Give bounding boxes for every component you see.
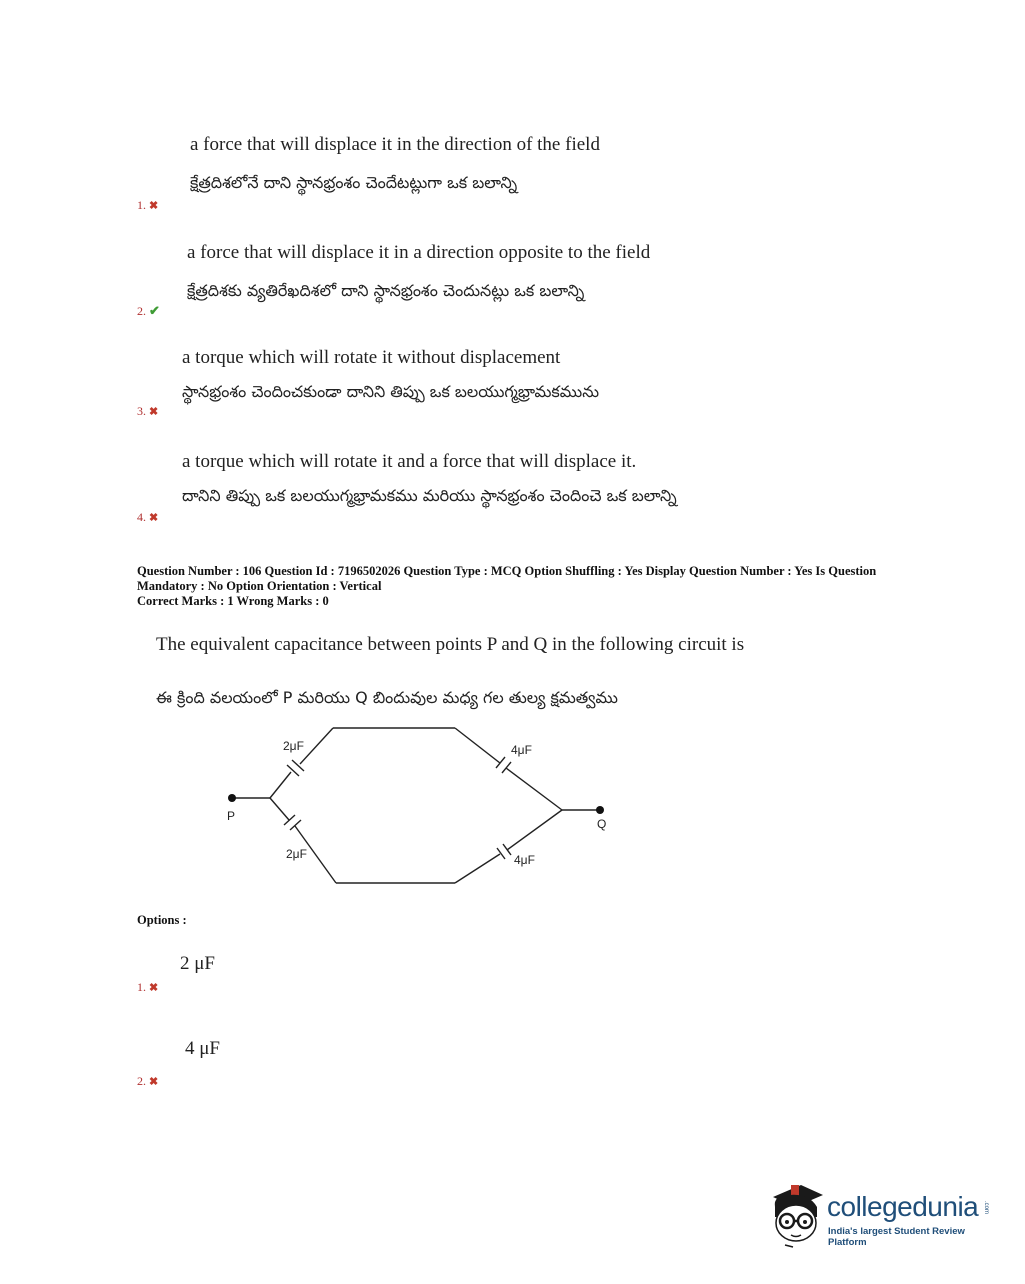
question-text-en: The equivalent capacitance between points P and Q in the following circuit is — [156, 634, 745, 655]
option-number: 4. ✖ — [137, 510, 159, 524]
logo-wordmark: collegedunia — [827, 1191, 979, 1222]
collegedunia-logo — [765, 1175, 995, 1255]
point-q-dot — [596, 806, 604, 814]
question-text-te: ఈ క్రింది వలయంలో P మరియు Q బిందువుల మధ్య గల తుల్య క్షమత్వము — [156, 688, 618, 707]
cap-label-bottom-left: 2μF — [286, 847, 307, 861]
wrong-mark-icon: ✖ — [149, 512, 159, 524]
mascot-icon — [765, 1177, 827, 1249]
option-text-en: a force that will displace it in a direction opposite to the field — [187, 242, 651, 263]
option-number: 2. ✔ — [137, 303, 160, 318]
option-number: 1. ✖ — [137, 980, 159, 994]
options-label: Options : — [137, 913, 187, 927]
question-meta-line2: Correct Marks : 1 Wrong Marks : 0 — [137, 594, 329, 608]
correct-mark-icon: ✔ — [149, 303, 160, 318]
wrong-mark-icon: ✖ — [149, 1076, 159, 1088]
option-text-en: a torque which will rotate it without displacement — [182, 347, 561, 368]
question-meta-line1: Question Number : 106 Question Id : 7196502026 Question Type : MCQ Option Shuffling : Yes Display Question Number : Yes Is Question Mandatory : No Option Orientation : Vertical — [137, 564, 877, 593]
cap-label-top-right: 4μF — [511, 743, 532, 757]
option-text-te: దానిని తిప్పు ఒక బలయుగ్మభ్రామకము మరియు స్థానభ్రంశం చెందించె ఒక బలాన్ని — [182, 486, 677, 505]
option-text-te: స్థానభ్రంశం చెందించకుండా దానిని తిప్పు ఒక బలయుగ్మభ్రామకమును — [182, 382, 599, 401]
option-text-en: a torque which will rotate it and a force that will displace it. — [182, 451, 637, 472]
label-q: Q — [597, 817, 607, 831]
logo-com: .com — [983, 1201, 989, 1215]
option-number: 2. ✖ — [137, 1074, 159, 1088]
wrong-mark-icon: ✖ — [149, 200, 159, 212]
option-text-en: a force that will displace it in the direction of the field — [190, 134, 600, 155]
cap-label-bottom-right: 4μF — [514, 853, 535, 867]
option-text-te: క్షేత్రదిశకు వ్యతిరేఖదిశలో దాని స్థానభ్రంశం చెందునట్లు ఒక బలాన్ని — [187, 281, 585, 300]
wrong-mark-icon: ✖ — [149, 406, 159, 418]
wrong-mark-icon: ✖ — [149, 982, 159, 994]
option-number: 1. ✖ — [137, 198, 159, 212]
point-p-dot — [228, 794, 236, 802]
option-number: 3. ✖ — [137, 404, 159, 418]
cap-label-top-left: 2μF — [283, 739, 304, 753]
logo-tagline: India's largest Student Review Platform — [828, 1226, 965, 1248]
answer-value: 2 μF — [180, 953, 216, 974]
answer-value: 4 μF — [185, 1038, 221, 1059]
option-text-te: క్షేత్రదిశలోనే దాని స్థానభ్రంశం చెందేటట్లుగా ఒక బలాన్ని — [190, 173, 518, 192]
label-p: P — [227, 809, 236, 823]
